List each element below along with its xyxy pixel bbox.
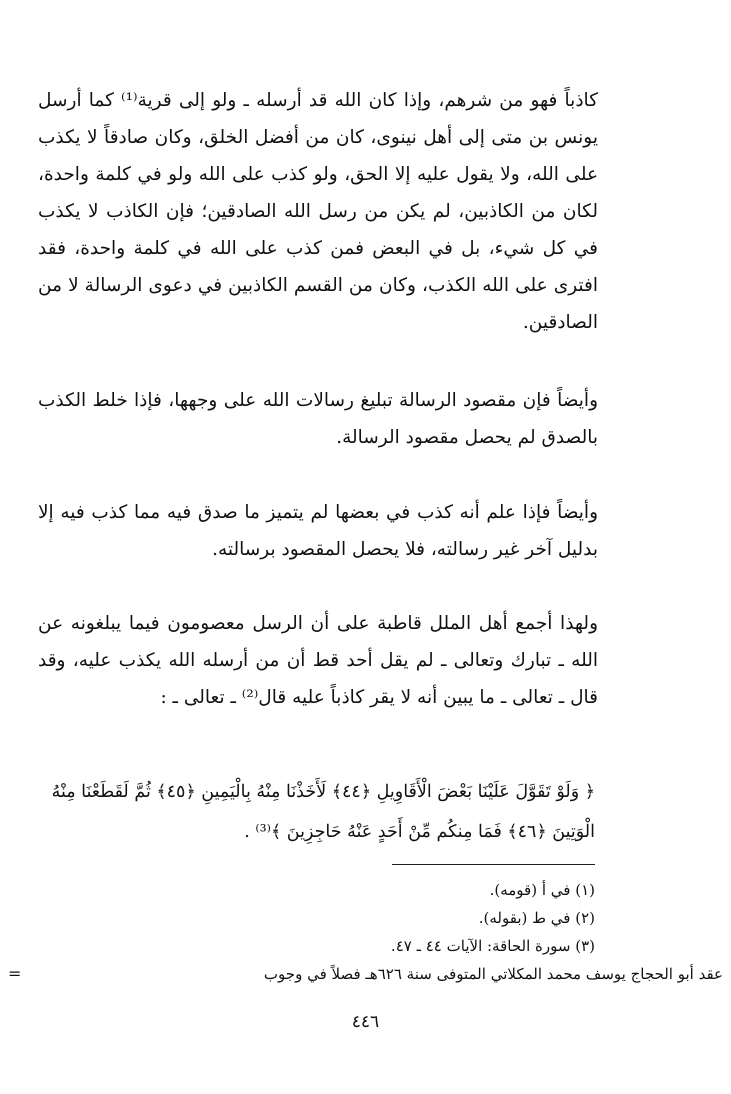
paragraph: كاذباً فهو من شرهم، وإذا كان الله قد أرسله ـ ولو إلى قرية⁽¹⁾ كما أرسل يونس بن متى إلى أهل نينوى، كان من أفضل الخلق، وكان صادقاً لا يكذب على الله، ولا يقول عليه إلا الحق، ولو كذب على الله ولو في كلمة واحدة، لكان من الكاذبين، لم يكن من رسل الله الصادقين؛ فإن الكاذب لا يكذب في كل شيء، بل في البعض فمن كذب على الله في كلمة واحدة، فقد افترى على الله الكذب، وكان من القسم الكاذبين في دعوى الرسالة لا من الصادقين. bbox=[38, 90, 599, 333]
continuation-text: عقد أبو الحجاج يوسف محمد المكلاتي المتوفى سنة ٦٢٦هـ فصلاً في وجوب bbox=[263, 965, 723, 983]
footnote-separator bbox=[392, 864, 595, 865]
page-number: ٤٤٦ bbox=[351, 1012, 380, 1032]
footnote: (١) في أ (قومه). bbox=[489, 881, 595, 899]
paragraph: ولهذا أجمع أهل الملل قاطبة على أن الرسل معصومون فيما يبلغونه عن الله ـ تبارك وتعالى ـ لم يقل أحد قط أن من أرسله الله يكذب عليه، وقد قال ـ تعالى ـ ما يبين أنه لا يقر كاذباً عليه قال⁽²⁾ ـ تعالى ـ : bbox=[38, 613, 598, 708]
paragraph: وأيضاً فإذا علم أنه كذب في بعضها لم يتميز ما صدق فيه مما كذب فيه إلا بدليل آخر غير رسالته، فلا يحصل المقصود برسالته. bbox=[38, 502, 598, 560]
continuation-mark: = bbox=[8, 964, 22, 983]
footnotes bbox=[190, 876, 595, 960]
footnote: (٣) سورة الحاقة: الآيات ٤٤ ـ ٤٧. bbox=[390, 937, 595, 955]
footnote: (٢) في ط (بقوله). bbox=[478, 909, 595, 927]
paragraph: وأيضاً فإن مقصود الرسالة تبليغ رسالات الله على وجهها، فإذا خلط الكذب بالصدق لم يحصل مقصود الرسالة. bbox=[38, 390, 598, 448]
quran-verse: ﴿ وَلَوْ تَقَوَّلَ عَلَيْنَا بَعْضَ الْأَقَاوِيلِ ﴿٤٤﴾ لَأَخَذْنَا مِنْهُ بِالْيَمِينِ ﴿٤٥﴾ ثُمَّ لَقَطَعْنَا مِنْهُ الْوَتِينَ ﴿٤٦﴾ فَمَا مِنكُم مِّنْ أَحَدٍ عَنْهُ حَاجِزِينَ ﴾⁽³⁾ . bbox=[51, 782, 595, 842]
